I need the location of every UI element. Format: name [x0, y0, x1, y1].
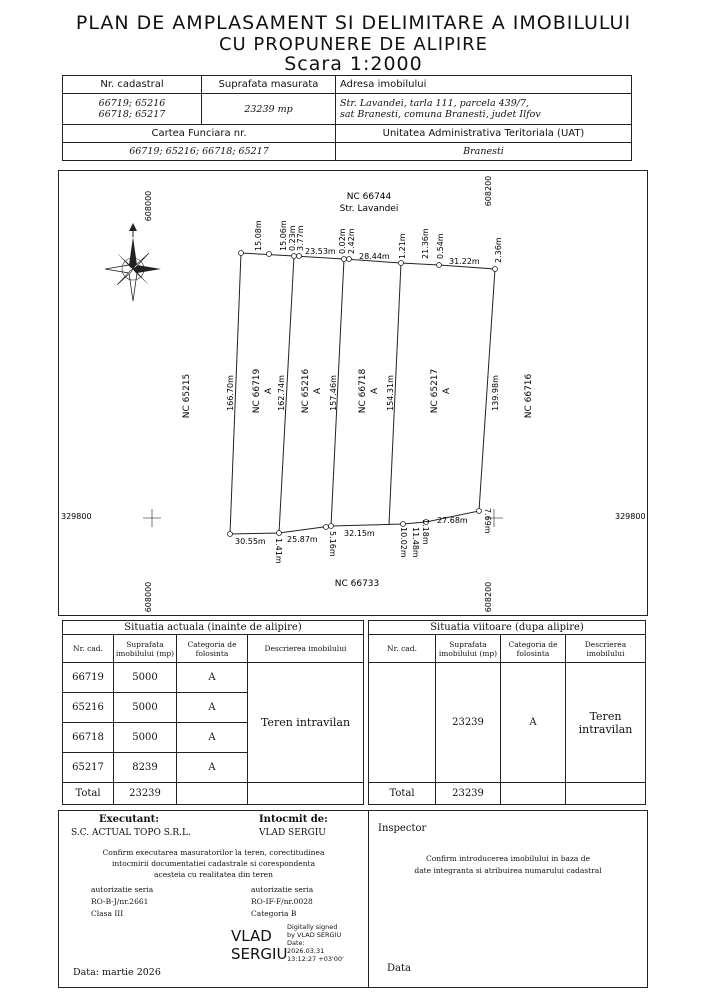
- bottom-length-10: 7.69m: [483, 508, 492, 534]
- top-length-7: 2.42m: [347, 228, 356, 254]
- coord-608200-bottom: 608200: [484, 581, 493, 613]
- confirm-right-line2: date integranta si atribuirea numarului cadastral: [414, 866, 602, 875]
- sig-name-2: SERGIU: [231, 945, 288, 963]
- bottom-length-6: 10.02m: [399, 527, 408, 558]
- data-right: Data: [387, 963, 411, 974]
- aut-label-1: autorizatie seria: [91, 885, 154, 894]
- nr-cadastral-value: [63, 94, 202, 125]
- digital-signature-detail: [287, 923, 344, 963]
- total-viitoare-value: 23239: [436, 783, 501, 805]
- parcel-3-cat: A: [370, 387, 380, 395]
- row1-cat: A: [177, 663, 248, 693]
- parcel-4-cat: A: [442, 387, 452, 395]
- row2-cat: A: [177, 693, 248, 723]
- confirm-left-line1: Confirm executarea masuratorilor la teren, corectitudinea: [102, 848, 325, 857]
- data-left: Data: martie 2026: [73, 967, 161, 978]
- uat-label: Unitatea Administrativa Teritoriala (UAT): [336, 125, 632, 143]
- carte-funciara-value: 66719; 65216; 66718; 65217: [63, 143, 336, 161]
- aut-class-1: Clasa III: [91, 909, 124, 918]
- west-neighbour-nc: NC 65215: [182, 373, 192, 419]
- bottom-length-3: 25.87m: [287, 535, 318, 544]
- coord-329800-right: 329800: [615, 512, 646, 521]
- executant-name: S.C. ACTUAL TOPO S.R.L.: [71, 828, 191, 838]
- row3-cat: A: [177, 723, 248, 753]
- confirm-left-line3: acesteia cu realitatea din teren: [154, 870, 273, 879]
- parcel-3-nc: NC 66718: [358, 368, 368, 414]
- footer-divider: [368, 811, 369, 987]
- sig-detail-2: by VLAD SERGIU: [287, 931, 342, 939]
- bottom-length-5: 32.15m: [344, 529, 375, 538]
- confirm-right-line1: Confirm introducerea imobilului in baza de: [425, 854, 591, 863]
- total-viitoare-label: Total: [369, 783, 436, 805]
- nr-cadastral-line1: 66719; 65216: [98, 98, 166, 109]
- nr-cadastral-label: Nr. cadastral: [63, 76, 202, 94]
- parcel-2-cat: A: [313, 387, 323, 395]
- adresa-label: Adresa imobilului: [336, 76, 632, 94]
- bottom-length-2: 1.41m: [274, 538, 283, 564]
- bottom-length-1: 30.55m: [235, 537, 266, 546]
- top-length-8: 28.44m: [359, 252, 390, 261]
- plan-title-line2: CU PROPUNERE DE ALIPIRE: [218, 34, 489, 55]
- bottom-length-8: 11.48m: [411, 527, 420, 558]
- north-neighbour-nc: NC 66744: [346, 192, 392, 202]
- footer-frame: [58, 810, 648, 988]
- side-length-3: 157.46m: [329, 375, 338, 411]
- bottom-lengths: [235, 508, 492, 564]
- suprafata-value: 23239 mp: [202, 94, 336, 125]
- row4-nr: 65217: [63, 753, 114, 783]
- col-categoria-viit: Categoria de folosinta: [501, 635, 566, 663]
- row2-nr: 65216: [63, 693, 114, 723]
- sig-detail-1: Digitally signed: [287, 923, 338, 931]
- top-length-9: 1.21m: [398, 233, 407, 259]
- situatia-actuala-title: Situatia actuala (inainte de alipire): [63, 621, 364, 635]
- parcel-2-nc: NC 65216: [301, 368, 311, 414]
- viitoare-cat: A: [501, 663, 566, 783]
- top-length-5: 23.53m: [305, 247, 336, 256]
- col-suprafata-viit: Suprafata imobilului (mp): [436, 635, 501, 663]
- top-length-4: 3.77m: [296, 225, 305, 251]
- parcel-1-cat: A: [264, 387, 274, 395]
- aut-label-2: autorizatie seria: [251, 885, 314, 894]
- intocmit-label: Intocmit de:: [259, 814, 328, 825]
- executant-label: Executant:: [99, 814, 159, 825]
- side-length-5: 139.98m: [491, 375, 500, 411]
- aut-value-2: RO-IF-F/nr.0028: [251, 897, 313, 906]
- row4-sup: 8239: [114, 753, 177, 783]
- east-neighbour-nc: NC 66716: [524, 373, 534, 419]
- coord-329800-left: 329800: [61, 512, 92, 521]
- south-neighbour-nc: NC 66733: [334, 579, 380, 589]
- row2-sup: 5000: [114, 693, 177, 723]
- situatia-viitoare-title: Situatia viitoare (dupa alipire): [369, 621, 646, 635]
- adresa-value: [336, 94, 632, 125]
- row4-cat: A: [177, 753, 248, 783]
- bottom-length-9: 27.68m: [437, 516, 468, 525]
- carte-funciara-label: Cartea Funciara nr.: [63, 125, 336, 143]
- plan-scale: Scara 1:2000: [284, 53, 423, 75]
- parcel-4-nc: NC 65217: [430, 368, 440, 414]
- side-length-1: 166.70m: [226, 375, 235, 411]
- coord-608000-bottom: 608000: [144, 581, 153, 613]
- row1-nr: 66719: [63, 663, 114, 693]
- uat-value: Branesti: [336, 143, 632, 161]
- plan-drawing: [59, 171, 647, 615]
- coord-608200-top: 608200: [484, 175, 493, 207]
- suprafata-label: Suprafata masurata: [202, 76, 336, 94]
- plan-drawing-frame: [58, 170, 648, 616]
- top-length-12: 31.22m: [449, 257, 480, 266]
- situatia-viitoare-table: [368, 620, 646, 805]
- col-suprafata: Suprafata imobilului (mp): [114, 635, 177, 663]
- top-length-11: 0.54m: [436, 233, 445, 259]
- intocmit-name: VLAD SERGIU: [259, 828, 326, 838]
- col-nr-cad-viit: Nr. cad.: [369, 635, 436, 663]
- sig-detail-4: 2026.03.31: [287, 947, 325, 955]
- col-nr-cad: Nr. cad.: [63, 635, 114, 663]
- coord-608000-top: 608000: [144, 190, 153, 222]
- top-length-2: 15.06m: [279, 220, 288, 251]
- adresa-line2: sat Branesti, comuna Branesti, judet Ilfov: [340, 109, 541, 120]
- top-length-10: 21.36m: [421, 228, 430, 259]
- confirm-right-block: [369, 853, 647, 877]
- descriere-actuala: Teren intravilan: [248, 663, 364, 783]
- north-street: Str. Lavandei: [339, 204, 399, 214]
- top-length-6: 0.02m: [338, 228, 347, 254]
- confirm-left-line2: intocmirii documentatiei cadastrale si corespondenta: [111, 859, 316, 868]
- situatia-actuala-table: [62, 620, 364, 805]
- row1-sup: 5000: [114, 663, 177, 693]
- descriere-viitoare: Teren intravilan: [566, 663, 646, 783]
- row3-sup: 5000: [114, 723, 177, 753]
- aut-class-2: Categoria B: [251, 909, 297, 918]
- col-categoria: Categoria de folosinta: [177, 635, 248, 663]
- confirm-left-block: [59, 847, 368, 880]
- total-actuala-label: Total: [63, 783, 114, 805]
- autorizatie-left: [91, 884, 153, 920]
- parcel-1-nc: NC 66719: [252, 368, 262, 414]
- adresa-line1: Str. Lavandei, tarla 111, parcela 439/7,: [340, 98, 530, 109]
- side-length-4: 154.31m: [386, 375, 395, 411]
- plan-title-line1: PLAN DE AMPLASAMENT SI DELIMITARE A IMOBILULUI: [75, 12, 632, 34]
- total-actuala-value: 23239: [114, 783, 177, 805]
- header-table: [62, 75, 632, 161]
- viitoare-sup: 23239: [436, 663, 501, 783]
- top-length-13: 2.36m: [494, 237, 503, 263]
- north-arrow-icon: [105, 223, 161, 301]
- aut-value-1: RO-B-J/nr.2661: [91, 897, 149, 906]
- row3-nr: 66718: [63, 723, 114, 753]
- nr-cadastral-line2: 66718; 65217: [98, 109, 166, 120]
- autorizatie-right: [251, 884, 313, 920]
- bottom-length-7: 1.18m: [421, 519, 430, 545]
- top-length-3: 0.23m: [288, 225, 297, 251]
- top-length-1: 15.08m: [254, 220, 263, 251]
- col-descriere: Descrierea imobilului: [248, 635, 364, 663]
- bottom-length-4: 5.16m: [328, 531, 337, 557]
- sig-detail-3: Date:: [287, 939, 305, 947]
- digital-signature-name: [231, 927, 287, 963]
- sig-name-1: VLAD: [231, 927, 272, 945]
- col-descriere-viit: Descrierea imobilului: [566, 635, 646, 663]
- inspector-label: Inspector: [378, 823, 427, 834]
- sig-detail-5: 13:12:27 +03'00': [287, 955, 344, 963]
- side-length-2: 162.74m: [277, 375, 286, 411]
- top-lengths: [254, 220, 503, 266]
